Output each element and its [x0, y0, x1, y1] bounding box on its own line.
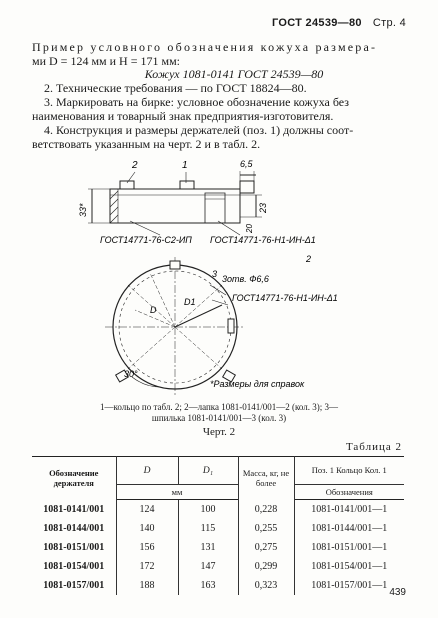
ring-side-view	[110, 189, 240, 223]
cell-ring: 1081-0154/001—1	[294, 557, 404, 576]
cell-d1: 131	[178, 538, 238, 557]
col-header-d: D	[116, 457, 178, 485]
page-label: Стр. 4	[372, 17, 406, 29]
label-pos1-top: 1	[182, 160, 188, 171]
lug-middle	[180, 181, 194, 189]
cell-designation: 1081-0157/001	[32, 576, 116, 595]
col-header-pos1: Поз. 1 Кольцо Кол. 1	[294, 457, 404, 485]
label-gost-left: ГОСТ14771-76-С2-ИП	[100, 235, 192, 245]
figure-caption-line-2: шпилька 1081-0141/001—3 (кол. 3)	[151, 413, 287, 423]
cell-designation: 1081-0141/001	[32, 500, 116, 520]
cell-d1: 100	[178, 500, 238, 520]
page-number: 439	[389, 587, 406, 598]
label-pos2-side: 2	[306, 254, 312, 264]
lug-left	[120, 181, 134, 189]
cell-designation: 1081-0151/001	[32, 538, 116, 557]
label-d: D	[150, 305, 157, 315]
cell-d: 188	[116, 576, 178, 595]
col-header-mass: Масса, кг, не более	[238, 457, 294, 500]
cell-mass: 0,299	[238, 557, 294, 576]
example-designation: Кожух 1081-0141 ГОСТ 24539—80	[144, 67, 324, 81]
label-pos2-top: 2	[132, 160, 138, 171]
table-row	[32, 538, 404, 557]
table-row	[32, 519, 404, 538]
cell-mass: 0,275	[238, 538, 294, 557]
cell-mass: 0,255	[238, 519, 294, 538]
item-3-line-1: 3. Маркировать на бирке: условное обозначение кожуха без	[44, 95, 350, 109]
label-gost-right: ГОСТ14771-76-Н1-ИН-Δ1	[210, 235, 316, 245]
table-row	[32, 557, 404, 576]
cell-d: 156	[116, 538, 178, 557]
cell-designation: 1081-0144/001	[32, 519, 116, 538]
cell-designation: 1081-0154/001	[32, 557, 116, 576]
label-dim-6-5: 6,5	[240, 159, 253, 169]
cell-ring: 1081-0141/001—1	[294, 500, 404, 520]
table-caption: Таблица 2	[345, 441, 402, 453]
col-header-d1: D₁	[178, 457, 238, 485]
example-line-2: ми D = 124 мм и H = 171 мм:	[32, 54, 181, 68]
cell-mass: 0,323	[238, 576, 294, 595]
label-d1: D1	[184, 297, 196, 307]
col-header-unit-mm: мм	[116, 485, 238, 500]
cell-ring: 1081-0157/001—1	[294, 576, 404, 595]
item-2: 2. Технические требования — по ГОСТ 18824—80.	[44, 81, 307, 95]
item-4-line-1: 4. Конструкция и размеры держателей (поз. 1) должны соот-	[44, 123, 354, 137]
col-header-designation: Обозначение держателя	[32, 457, 116, 500]
label-gost-circle: ГОСТ14771-76-Н1-ИН-Δ1	[232, 293, 338, 303]
cell-mass: 0,228	[238, 500, 294, 520]
example-line-1: Пример условного обозначения кожуха размера-	[32, 40, 378, 54]
cell-ring: 1081-0144/001—1	[294, 519, 404, 538]
standard-number: ГОСТ 24539—80	[271, 17, 362, 29]
label-note: *Размеры для справок	[210, 379, 305, 389]
label-holes: 3отв. Ф6,6	[222, 274, 269, 284]
label-angle: 30°	[124, 369, 138, 379]
label-dim-23: 23	[258, 202, 268, 213]
item-4-line-2: ветствовать указанным на черт. 2 и в табл. 2.	[32, 137, 261, 151]
cell-d1: 163	[178, 576, 238, 595]
holder-table	[32, 456, 404, 595]
figure-caption-line-1: 1—кольцо по табл. 2; 2—лапка 1081-0141/001—2 (кол. 3); 3—	[99, 402, 339, 412]
table-row	[32, 500, 404, 520]
label-dim-33: 33*	[78, 203, 88, 217]
cell-d: 124	[116, 500, 178, 520]
table-body	[32, 500, 404, 596]
lug-section	[205, 193, 225, 223]
lug-right	[240, 181, 254, 193]
technical-drawing	[0, 155, 438, 405]
cell-d1: 147	[178, 557, 238, 576]
cell-d: 172	[116, 557, 178, 576]
page-header	[272, 17, 406, 29]
label-pos3: 3	[212, 269, 218, 279]
figure-title: Черт. 2	[202, 426, 236, 438]
lug-top	[170, 261, 180, 269]
label-dim-20: 20	[245, 224, 254, 233]
cell-d: 140	[116, 519, 178, 538]
lug-right-side	[228, 319, 234, 333]
table-row	[32, 576, 404, 595]
cell-d1: 115	[178, 519, 238, 538]
col-header-unit-designation: Обозначения	[294, 485, 404, 500]
item-3-line-2: наименования и товарный знак предприятия-изготовителя.	[32, 109, 334, 123]
cell-ring: 1081-0151/001—1	[294, 538, 404, 557]
